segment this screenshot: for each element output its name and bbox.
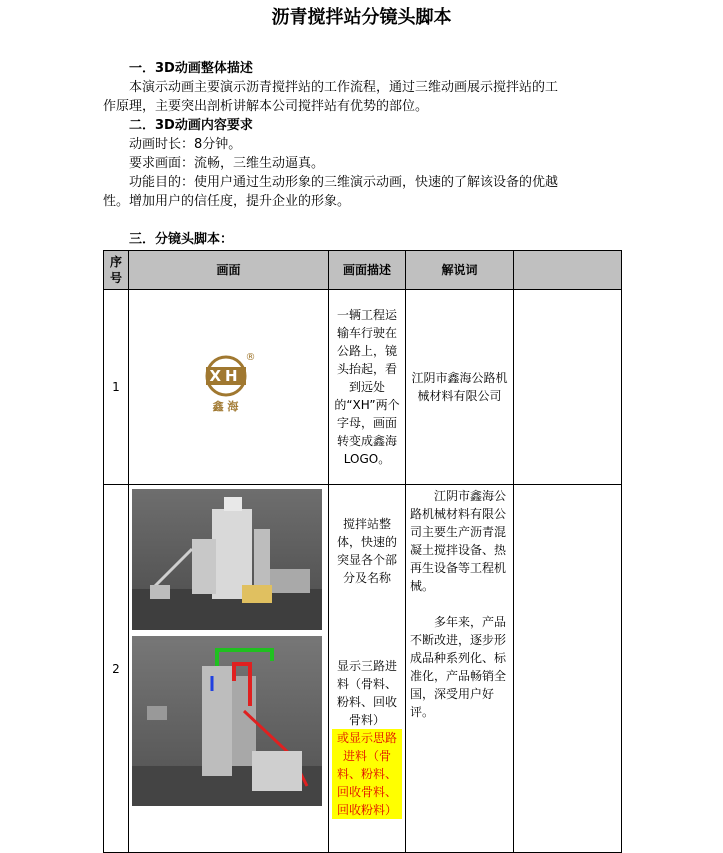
- header-extra: [514, 251, 622, 290]
- table-header-row: [104, 251, 622, 290]
- logo-name: 鑫 海: [212, 400, 239, 413]
- feed-lines-image-icon: [132, 636, 322, 806]
- row1-extra: [514, 290, 622, 485]
- header-frame: 画面: [129, 251, 329, 290]
- section2-heading: 二．3D动画内容要求: [129, 118, 253, 133]
- table-row: [104, 485, 622, 853]
- row2-desc-a: 搅拌站整体，快速的突显各个部分及名称: [336, 517, 397, 585]
- plant-render-overview: [132, 489, 322, 630]
- section1-line2: 作原理，主要突出剖析讲解本公司搅拌站有优势的部位。: [103, 99, 429, 114]
- purpose-line2: 性。增加用户的信任度，提升企业的形象。: [103, 194, 351, 209]
- logo-registered-mark: ®: [245, 352, 256, 363]
- table-row: [104, 290, 622, 485]
- purpose-line1: 功能目的：使用户通过生动形象的三维演示动画，快速的了解该设备的优越: [129, 175, 559, 190]
- row1-frame: [129, 290, 329, 485]
- row1-narration: 江阴市鑫海公路机械材料有限公司: [406, 290, 514, 485]
- section1-heading: 一．3D动画整体描述: [129, 61, 253, 76]
- logo-letters: XH: [209, 367, 242, 385]
- row2-no: 2: [104, 485, 129, 853]
- section3-heading: 三．分镜头脚本：: [129, 232, 234, 247]
- duration-text: 动画时长：8分钟。: [129, 137, 242, 152]
- row2-desc: [329, 485, 406, 853]
- row1-desc: 一辆工程运输车行驶在公路上，镜头抬起，看到远处的“XH”两个字母，画面转变成鑫海LOGO。: [329, 290, 406, 485]
- xinhai-logo: [194, 352, 264, 422]
- row2-frame: [129, 485, 329, 853]
- visual-requirement-text: 要求画面：流畅，三维生动逼真。: [129, 156, 325, 171]
- row2-narration: [406, 485, 514, 853]
- row1-no: 1: [104, 290, 129, 485]
- row2-narration-a: 江阴市鑫海公路机械材料有限公司主要生产沥青混凝土搅拌设备、热再生设备等工程机械。: [410, 489, 507, 593]
- row2-narration-b: 多年来，产品不断改进，逐步形成品种系列化、标准化，产品畅销全国，深受用户好评。: [410, 615, 507, 719]
- plant-render-feed-lines: [132, 636, 322, 806]
- header-no: 序号: [104, 251, 129, 290]
- section1-line1: 本演示动画主要演示沥青搅拌站的工作流程，通过三维动画展示搅拌站的工: [129, 80, 559, 95]
- row2-desc-c-highlight: 或显示思路进料（骨料、粉料、回收骨料、回收粉料）: [332, 729, 402, 819]
- row2-extra: [514, 485, 622, 853]
- header-desc: 画面描述: [329, 251, 406, 290]
- storyboard-table: [103, 250, 622, 853]
- row2-desc-b: 显示三路进料（骨料、粉料、回收骨料）: [336, 659, 397, 727]
- plant-overview-image-icon: [132, 489, 322, 630]
- header-narration: 解说词: [406, 251, 514, 290]
- document-title: 沥青搅拌站分镜头脚本: [271, 7, 452, 28]
